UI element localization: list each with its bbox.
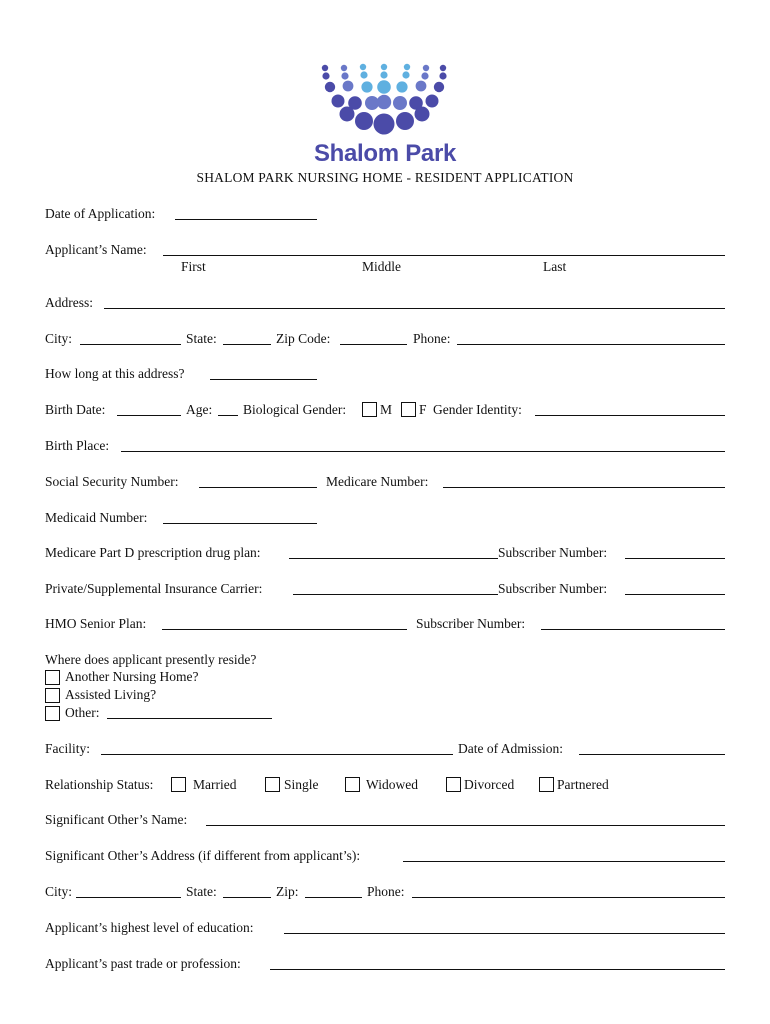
applicant-name-label: Applicant’s Name: — [45, 242, 147, 257]
reside-nursing-checkbox[interactable] — [45, 670, 60, 685]
reside-question-label: Where does applicant presently reside? — [45, 652, 257, 667]
private-subscriber-label: Subscriber Number: — [498, 581, 608, 596]
reside-other-label: Other: — [65, 705, 100, 720]
medicaid-number-label: Medicaid Number: — [45, 510, 148, 525]
biological-gender-label: Biological Gender: — [243, 402, 347, 417]
logo-dot — [374, 114, 395, 135]
logo-dot — [393, 96, 407, 110]
logo-dot — [421, 72, 428, 79]
reside-nursing-label: Another Nursing Home? — [65, 669, 199, 684]
rel-divorced-label: Divorced — [464, 777, 515, 792]
zip-code-field[interactable] — [340, 344, 407, 345]
facility-label: Facility: — [45, 741, 90, 756]
logo-dot — [423, 65, 429, 71]
logo-dot — [355, 112, 373, 130]
shalom-park-logo-icon — [315, 60, 455, 140]
gender-m-label: M — [380, 402, 393, 417]
logo-dot — [415, 107, 430, 122]
logo-dot — [439, 72, 446, 79]
so-name-label: Significant Other’s Name: — [45, 812, 188, 827]
logo-dot — [360, 64, 366, 70]
so-city-field[interactable] — [76, 897, 181, 898]
birth-date-label: Birth Date: — [45, 402, 106, 417]
logo-dot — [325, 82, 335, 92]
how-long-field[interactable] — [210, 379, 317, 380]
private-subscriber-field[interactable] — [625, 594, 725, 595]
address-label: Address: — [45, 295, 93, 310]
name-middle-caption: Middle — [362, 259, 401, 274]
logo-dot — [341, 65, 347, 71]
address-field[interactable] — [104, 308, 725, 309]
private-insurance-field[interactable] — [293, 594, 498, 595]
date-of-admission-field[interactable] — [579, 754, 725, 755]
logo-dot — [402, 71, 409, 78]
education-field[interactable] — [284, 933, 725, 934]
so-phone-label: Phone: — [367, 884, 405, 899]
age-label: Age: — [186, 402, 213, 417]
logo-dot — [360, 71, 367, 78]
logo-dot — [416, 81, 427, 92]
so-state-label: State: — [186, 884, 217, 899]
date-of-admission-label: Date of Admission: — [458, 741, 563, 756]
logo-dot — [396, 112, 414, 130]
ssn-field[interactable] — [199, 487, 317, 488]
logo-dot — [377, 95, 391, 109]
birth-date-field[interactable] — [117, 415, 181, 416]
age-field[interactable] — [218, 415, 238, 416]
rel-partnered-checkbox[interactable] — [539, 777, 554, 792]
phone-label: Phone: — [413, 331, 451, 346]
rel-single-checkbox[interactable] — [265, 777, 280, 792]
relationship-status-label: Relationship Status: — [45, 777, 154, 792]
so-address-label: Significant Other’s Address (if different from applicant’s): — [45, 848, 361, 863]
birth-place-label: Birth Place: — [45, 438, 110, 453]
private-insurance-label: Private/Supplemental Insurance Carrier: — [45, 581, 263, 596]
medicare-number-field[interactable] — [443, 487, 725, 488]
logo-dot — [322, 65, 328, 71]
so-zip-field[interactable] — [305, 897, 362, 898]
date-of-application-label: Date of Application: — [45, 206, 156, 221]
part-d-label: Medicare Part D prescription drug plan: — [45, 545, 261, 560]
so-zip-label: Zip: — [276, 884, 299, 899]
profession-label: Applicant’s past trade or profession: — [45, 956, 241, 971]
state-field[interactable] — [223, 344, 271, 345]
ssn-label: Social Security Number: — [45, 474, 179, 489]
hmo-subscriber-label: Subscriber Number: — [416, 616, 526, 631]
logo-dot — [341, 72, 348, 79]
applicant-name-field[interactable] — [163, 255, 725, 256]
logo-dot — [332, 95, 345, 108]
logo-dot — [404, 64, 410, 70]
name-last-caption: Last — [543, 259, 567, 274]
gender-f-checkbox[interactable] — [401, 402, 416, 417]
so-city-label: City: — [45, 884, 73, 899]
gender-m-checkbox[interactable] — [362, 402, 377, 417]
rel-married-label: Married — [193, 777, 237, 792]
logo-dot — [426, 95, 439, 108]
part-d-subscriber-field[interactable] — [625, 558, 725, 559]
reside-other-field[interactable] — [107, 718, 272, 719]
reside-assisted-checkbox[interactable] — [45, 688, 60, 703]
logo-dot — [381, 64, 387, 70]
gender-identity-field[interactable] — [535, 415, 725, 416]
name-first-caption: First — [181, 259, 206, 274]
logo-dot — [343, 81, 354, 92]
phone-field[interactable] — [457, 344, 725, 345]
profession-field[interactable] — [270, 969, 725, 970]
rel-married-checkbox[interactable] — [171, 777, 186, 792]
facility-field[interactable] — [101, 754, 453, 755]
logo-dot — [340, 107, 355, 122]
medicaid-number-field[interactable] — [163, 523, 317, 524]
rel-single-label: Single — [284, 777, 319, 792]
so-phone-field[interactable] — [412, 897, 725, 898]
how-long-label: How long at this address? — [45, 366, 185, 381]
hmo-label: HMO Senior Plan: — [45, 616, 147, 631]
state-label: State: — [186, 331, 217, 346]
form-title: SHALOM PARK NURSING HOME - RESIDENT APPLICATION — [196, 170, 574, 185]
logo-brand-name: Shalom Park — [313, 140, 457, 167]
zip-code-label: Zip Code: — [276, 331, 331, 346]
logo-dot — [434, 82, 444, 92]
logo-dot — [396, 81, 407, 92]
hmo-field[interactable] — [162, 629, 407, 630]
part-d-subscriber-label: Subscriber Number: — [498, 545, 608, 560]
rel-partnered-label: Partnered — [557, 777, 609, 792]
education-label: Applicant’s highest level of education: — [45, 920, 254, 935]
logo-dot — [322, 72, 329, 79]
logo-dot — [380, 71, 387, 78]
birth-place-field[interactable] — [121, 451, 725, 452]
reside-other-checkbox[interactable] — [45, 706, 60, 721]
rel-divorced-checkbox[interactable] — [446, 777, 461, 792]
city-label: City: — [45, 331, 73, 346]
logo-dot — [377, 80, 391, 94]
so-name-field[interactable] — [206, 825, 725, 826]
logo-dot — [440, 65, 446, 71]
logo-dot — [361, 81, 372, 92]
gender-f-label: F — [419, 402, 427, 417]
reside-assisted-label: Assisted Living? — [65, 687, 157, 702]
rel-widowed-checkbox[interactable] — [345, 777, 360, 792]
hmo-subscriber-field[interactable] — [541, 629, 725, 630]
rel-widowed-label: Widowed — [366, 777, 418, 792]
medicare-number-label: Medicare Number: — [326, 474, 429, 489]
so-address-field[interactable] — [403, 861, 725, 862]
date-of-application-field[interactable] — [175, 219, 317, 220]
part-d-field[interactable] — [289, 558, 498, 559]
gender-identity-label: Gender Identity: — [433, 402, 522, 417]
so-state-field[interactable] — [223, 897, 271, 898]
city-field[interactable] — [80, 344, 181, 345]
